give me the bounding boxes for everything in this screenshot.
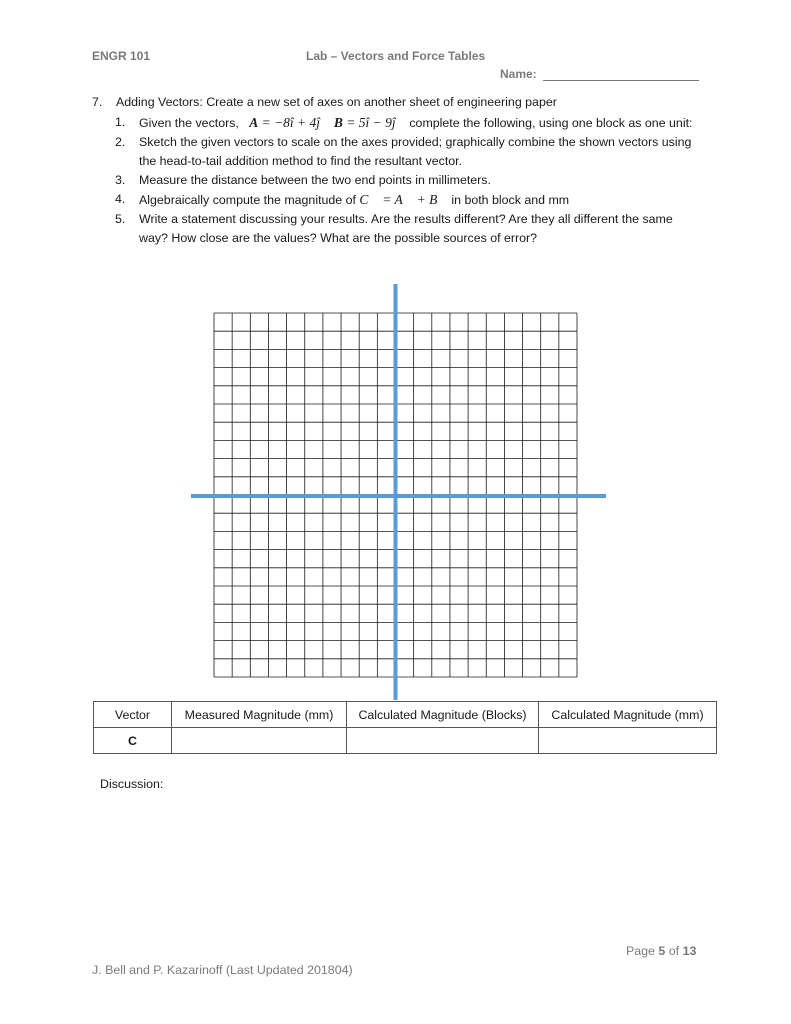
- step-text: Given the vectors,: [139, 116, 239, 130]
- header-vector: Vector: [94, 702, 172, 728]
- discussion-label: Discussion:: [100, 777, 164, 791]
- question-title-text: Adding Vectors: Create a new set of axes on another sheet of engineering paper: [116, 95, 557, 109]
- vector-a-expression: = −8î + 4ĵ: [261, 115, 321, 130]
- header-measured-mm: Measured Magnitude (mm): [172, 702, 347, 728]
- cell-vector: C: [94, 728, 172, 754]
- page-current: 5: [658, 944, 666, 958]
- cell-measured-mm[interactable]: [172, 728, 347, 754]
- header-calculated-mm: Calculated Magnitude (mm): [539, 702, 717, 728]
- resultant-equation: C⃗ = A⃗ + B⃗: [359, 192, 448, 207]
- step-text: Measure the distance between the two end points in millimeters.: [139, 173, 491, 187]
- course-code: ENGR 101: [92, 49, 151, 63]
- page-of: of: [668, 944, 680, 958]
- step-number: 1.: [115, 115, 126, 129]
- lab-title: Lab – Vectors and Force Tables: [306, 49, 486, 63]
- cell-calculated-mm[interactable]: [539, 728, 717, 754]
- vector-a-label: A: [249, 115, 259, 130]
- step-text: Algebraically compute the magnitude of: [139, 193, 356, 207]
- table-header-row: [94, 702, 717, 728]
- vector-b-label: B: [333, 115, 343, 130]
- vector-b-expression: = 5î − 9ĵ: [346, 115, 396, 130]
- page-label: Page: [626, 944, 655, 958]
- header-calculated-blocks: Calculated Magnitude (Blocks): [347, 702, 539, 728]
- step-number: 2.: [115, 135, 126, 149]
- results-table: [93, 701, 717, 754]
- step-number: 4.: [115, 192, 126, 206]
- step-text: Write a statement discussing your results. Are the results different? Are they all different the same way? How close are the values? What are the possible sources of error?: [139, 212, 673, 245]
- name-label: Name:: [500, 67, 537, 81]
- question-number: 7.: [92, 95, 103, 109]
- cell-calculated-blocks[interactable]: [347, 728, 539, 754]
- step-text-continued: complete the following, using one block as one unit:: [409, 116, 693, 130]
- step-number: 5.: [115, 212, 126, 226]
- step-text-continued: in both block and mm: [451, 193, 570, 207]
- footer-credit: J. Bell and P. Kazarinoff (Last Updated 201804): [92, 963, 353, 977]
- step-number: 3.: [115, 173, 126, 187]
- step-text: Sketch the given vectors to scale on the axes provided; graphically combine the shown vectors using the head-to-tail addition method to find the resultant vector.: [139, 135, 692, 168]
- page-number: [626, 944, 696, 958]
- page-total: 13: [682, 944, 697, 958]
- table-row: [94, 728, 717, 754]
